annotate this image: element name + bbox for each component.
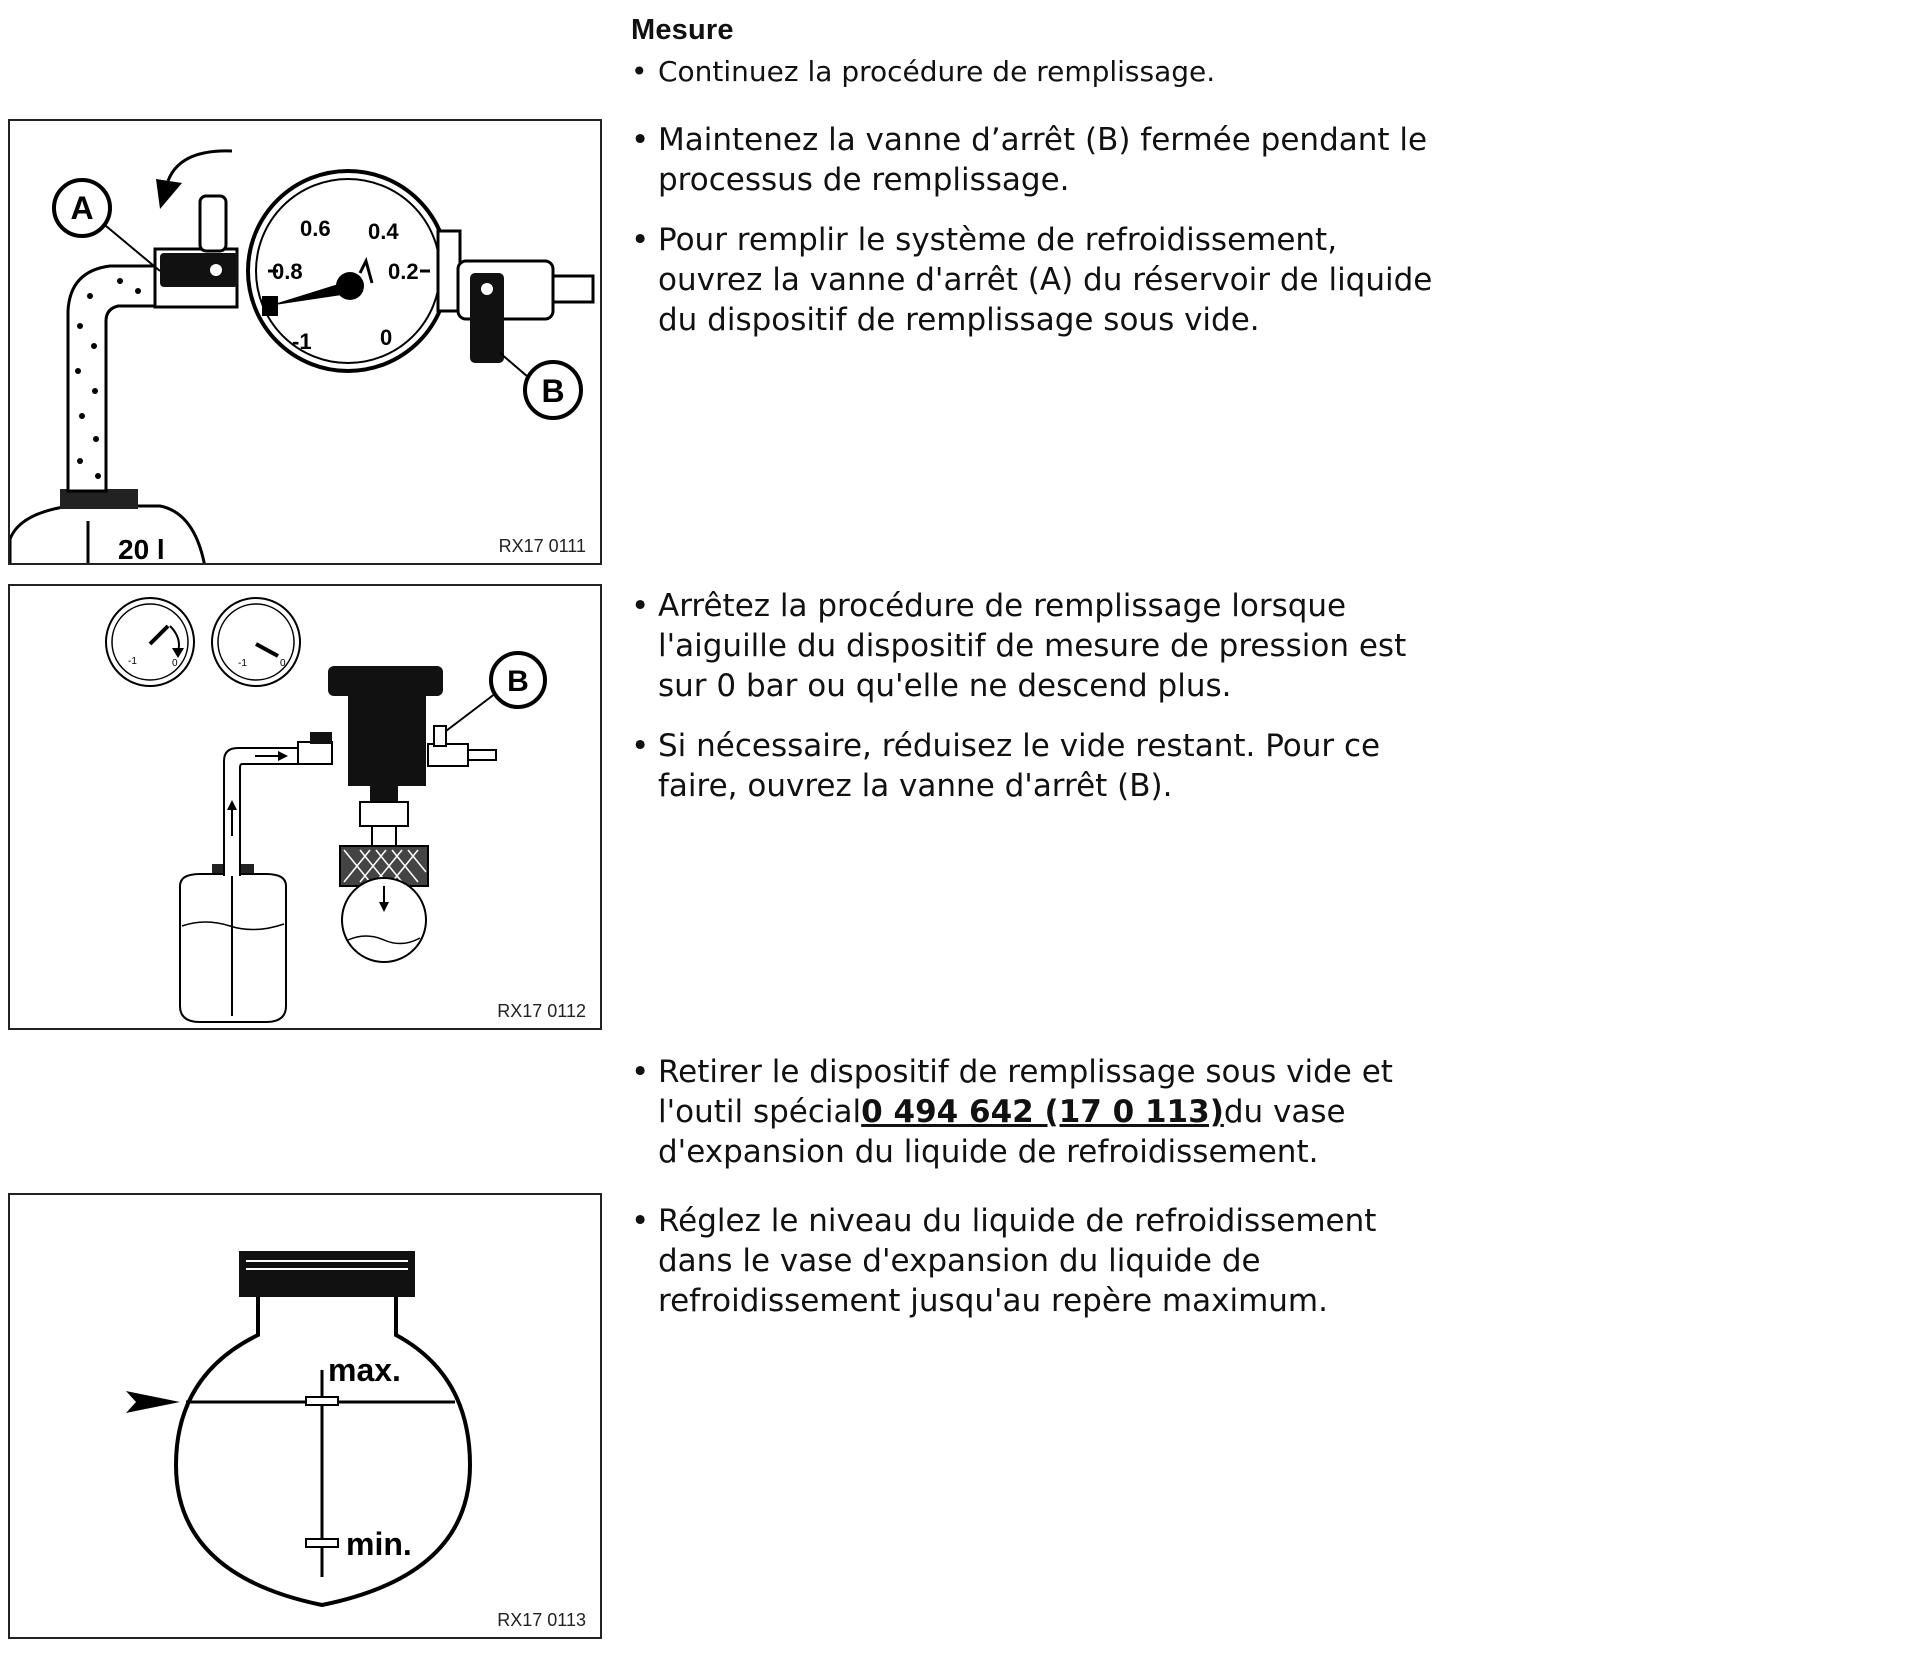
gauge-needle-tail	[262, 296, 278, 316]
callout-a-line	[100, 221, 160, 271]
special-tool-link[interactable]: 0 494 642 (17 0 113)	[861, 1094, 1224, 1130]
bullet-dot: •	[631, 122, 650, 158]
bullet-dot: •	[631, 55, 648, 88]
gauge-illustration	[10, 121, 602, 565]
callout-b-line	[446, 690, 500, 731]
level-illustration	[10, 1195, 602, 1639]
small-gauge-tick: 0	[280, 658, 286, 669]
tank-shape	[10, 506, 205, 565]
bullet-dot: •	[631, 728, 650, 764]
valve-stem	[200, 196, 226, 251]
step-text-line: Pour remplir le système de refroidissement,	[658, 222, 1338, 258]
min-label: min.	[346, 1526, 412, 1562]
stem-block	[370, 786, 398, 802]
gauge-tick-label: 0.2	[388, 259, 419, 284]
hose	[68, 266, 158, 491]
valve-a-knob	[210, 264, 222, 276]
step-text-fragment: du vase	[1223, 1094, 1346, 1130]
step-text-fragment: l'outil spécial	[658, 1094, 862, 1130]
bullet-dot: •	[631, 588, 650, 624]
small-gauge-2	[212, 598, 300, 686]
stem-connector	[360, 802, 408, 826]
valve-b-outlet	[553, 276, 593, 302]
bullet-dot: •	[631, 222, 650, 258]
figure-vacuum-gauge	[8, 119, 602, 565]
figure-code: RX17 0112	[497, 1001, 586, 1021]
small-gauge-tick: 0	[172, 658, 178, 669]
callout-b-label: B	[541, 373, 565, 409]
step-text-line: faire, ouvrez la vanne d'arrêt (B).	[658, 768, 1173, 804]
pipe	[224, 748, 300, 876]
figure-filling-setup	[8, 584, 602, 1030]
step-text-line: l'aiguille du dispositif de mesure de pression est	[658, 628, 1407, 664]
step-text: Continuez la procédure de remplissage.	[658, 55, 1216, 88]
max-label: max.	[328, 1352, 401, 1388]
device-body	[348, 696, 426, 786]
gauge-tick-label: 0	[380, 325, 393, 350]
min-marker	[306, 1539, 338, 1547]
step-text-line: d'expansion du liquide de refroidissement.	[658, 1134, 1319, 1170]
step-text-line: ouvrez la vanne d'arrêt (A) du réservoir de liquide	[658, 262, 1433, 298]
figure-code: RX17 0113	[497, 1610, 586, 1630]
level-arrow-icon	[126, 1391, 180, 1413]
step-text-line: refroidissement jusqu'au repère maximum.	[658, 1283, 1328, 1319]
step-text-line: Si nécessaire, réduisez le vide restant. Pour ce	[658, 728, 1381, 764]
gauge-tick-label: 0.8	[272, 259, 303, 284]
gauge-tick-label: -1	[292, 329, 312, 354]
filling-illustration	[10, 586, 602, 1030]
gauge-hub	[336, 272, 364, 300]
small-gauge-tick: -1	[238, 658, 247, 669]
inlet-valve	[298, 742, 332, 764]
inlet-valve-handle	[310, 732, 332, 744]
valve-b-stem	[434, 726, 446, 746]
step-text-line: Maintenez la vanne d’arrêt (B) fermée pendant le	[658, 122, 1428, 158]
step-text-line: du dispositif de remplissage sous vide.	[658, 302, 1260, 338]
rotation-arrow-head	[156, 179, 182, 209]
gauge-tick-label: 0.4	[368, 219, 399, 244]
tank-volume-label: 20 l	[118, 534, 165, 565]
valve-a-handle	[160, 253, 238, 287]
rotation-arrow	[168, 151, 232, 181]
step-text-line: Arrêtez la procédure de remplissage lorsque	[658, 588, 1347, 624]
stem-neck	[372, 826, 396, 846]
callout-b-label: B	[507, 665, 529, 698]
valve-b-knob	[481, 283, 493, 295]
figure-coolant-level	[8, 1193, 602, 1639]
valve-b-fitting	[428, 744, 468, 766]
section-heading: Mesure	[631, 14, 734, 46]
gauge-tick-label: 0.6	[300, 216, 331, 241]
small-gauge-tick: -1	[128, 656, 137, 667]
reservoir-cap	[239, 1251, 415, 1297]
max-marker	[306, 1397, 338, 1405]
device-knob	[328, 666, 443, 696]
step-text-line: sur 0 bar ou qu'elle ne descend plus.	[658, 668, 1232, 704]
bullet-dot: •	[631, 1203, 650, 1239]
step-text-line: processus de remplissage.	[658, 162, 1070, 198]
valve-b-outlet	[468, 750, 496, 760]
bullet-dot: •	[631, 1054, 650, 1090]
step-text-line: dans le vase d'expansion du liquide de	[658, 1243, 1261, 1279]
step-text-line: Retirer le dispositif de remplissage sous vide et	[658, 1054, 1393, 1090]
step-text-line: Réglez le niveau du liquide de refroidissement	[658, 1203, 1377, 1239]
callout-a-label: A	[70, 190, 94, 226]
figure-code: RX17 0111	[498, 536, 586, 556]
